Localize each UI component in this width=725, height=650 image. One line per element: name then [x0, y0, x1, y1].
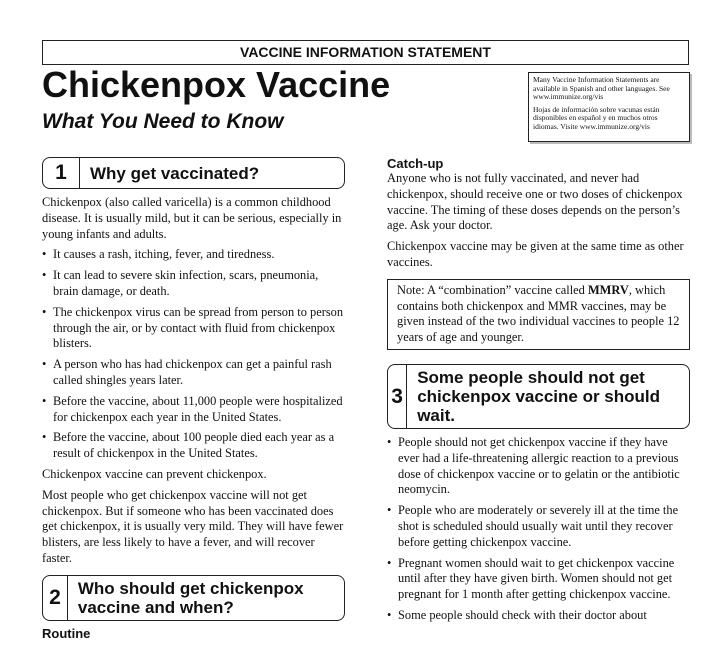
note-bold: MMRV [587, 282, 629, 297]
language-info-spanish: Hojas de información sobre vacunas están disponibles en español y en muchos otros idiomas. Visite www.immunize.org/vis [533, 104, 660, 131]
section-title: Some people should not get chickenpox vaccine or should wait. [417, 367, 661, 425]
list-item: • It causes a rash, itching, fever, and tiredness. [42, 247, 345, 263]
section-number: 1 [43, 158, 80, 188]
list-item: • The chickenpox virus can be spread from person to person through the air, or by contact with fluid from chickenpox blisters. [42, 305, 345, 352]
section-number: 3 [388, 365, 407, 428]
list-item: • Before the vaccine, about 100 people died each year as a result of chickenpox in the United States. [42, 430, 345, 462]
bullet-list [387, 435, 690, 624]
language-info-box [528, 72, 690, 142]
mmrv-note-box [387, 279, 690, 350]
section-title: Why get vaccinated? [90, 163, 260, 183]
paragraph: Anyone who is not fully vaccinated, and never had chickenpox, should receive one or two doses of chickenpox vaccine. The timing of these doses depends on the person’s age. Ask your doctor. [387, 171, 683, 233]
section-3-header [387, 364, 690, 429]
list-item: • People who are moderately or severely ill at the time the shot is scheduled should usually wait until they recover before getting chickenpox vaccine. [387, 503, 690, 550]
paragraph: Chickenpox vaccine may be given at the same time as other vaccines. [387, 239, 684, 269]
language-info-english: Many Vaccine Information Statements are available in Spanish and other languages. See www.immunize.org/vis [533, 75, 670, 101]
list-item: • People should not get chickenpox vaccine if they have ever had a life-threatening allergic reaction to a previous dose of chickenpox vaccine or to gelatin or the antibiotic neomycin. [387, 435, 690, 498]
list-item: • Pregnant women should wait to get chickenpox vaccine until after they have given birth. Women should not get pregnant for 1 month after getting chickenpox vaccine. [387, 556, 690, 603]
section-1-header [42, 157, 345, 189]
section-number: 2 [43, 576, 68, 620]
bullet-list [42, 247, 345, 462]
paragraph: Most people who get chickenpox vaccine will not get chickenpox. But if someone who has been vaccinated does get chickenpox, it is usually very mild. They will have fewer blisters, are less likely to have a fever, and will recover faster. [42, 487, 344, 565]
left-column [42, 157, 345, 641]
note-text: Note: A “combination” vaccine called [397, 282, 588, 297]
note-text: , which contains both chickenpox and MMR vaccines, may be given instead of the two individual vaccines to people 12 years of age and younger. [397, 282, 680, 345]
section-title: Who should get chickenpox vaccine and when? [77, 578, 304, 617]
document-type-banner: VACCINE INFORMATION STATEMENT [42, 40, 689, 65]
list-item: • Before the vaccine, about 11,000 people were hospitalized for chickenpox each year in the United States. [42, 394, 345, 426]
page-title: Chickenpox Vaccine [42, 64, 391, 105]
list-item: • It can lead to severe skin infection, scars, pneumonia, brain damage, or death. [42, 268, 345, 300]
list-item: • A person who has had chickenpox can get a painful rash called shingles years later. [42, 357, 345, 389]
page-subtitle: What You Need to Know [42, 110, 284, 133]
right-column [387, 157, 690, 629]
list-item: • Some people should check with their doctor about [387, 608, 690, 624]
paragraph: Chickenpox vaccine can prevent chickenpox. [42, 466, 267, 481]
section-2-header [42, 575, 345, 621]
subheading-routine: Routine [42, 625, 91, 641]
paragraph: Chickenpox (also called varicella) is a common childhood disease. It is usually mild, but it can be serious, especially in young infants and adults. [42, 195, 342, 241]
subheading-catch-up: Catch-up [387, 156, 444, 171]
